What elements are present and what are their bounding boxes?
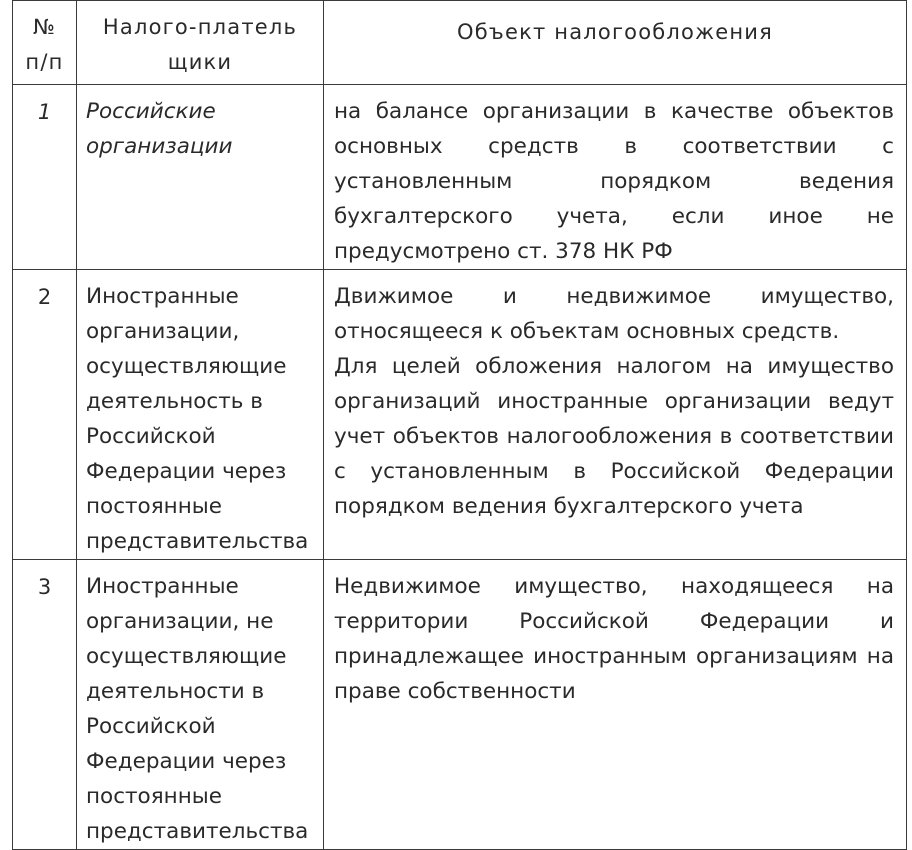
tax-objects-table xyxy=(12,0,907,850)
table-row xyxy=(13,560,907,850)
row-object xyxy=(324,270,907,560)
row-object xyxy=(324,85,907,270)
object-paragraph: Для целей обложения налогом на имущество организаций иностранные организации ведут учет объектов налогообложения в соответствии с установленным в Российской Федерации порядком ведения бухгалтерского учета xyxy=(334,354,894,519)
row-num: 1 xyxy=(13,85,77,270)
object-paragraph: Недвижимое имущество, находящееся на территории Российской Федерации и принадлежащее иностранным организациям на праве собственности xyxy=(334,574,894,704)
header-object xyxy=(324,1,907,85)
row-num: 3 xyxy=(13,560,77,850)
header-num-label: № п/п xyxy=(25,14,64,74)
object-paragraph: Движимое и недвижимое имущество, относящееся к объектам основных средств. xyxy=(334,284,894,344)
row-payer: Российские организации xyxy=(77,85,324,270)
header-num xyxy=(13,1,77,85)
header-object-label: Объект налогообложения xyxy=(457,20,773,44)
row-num: 2 xyxy=(13,270,77,560)
row-payer: Иностранные организации, осуществляющие деятельность в Российской Федерации через постоянные представительства xyxy=(77,270,324,560)
table-row xyxy=(13,85,907,270)
header-payer-label: Налого-плательщики xyxy=(102,14,298,74)
object-paragraph: на балансе организации в качестве объектов основных средств в соответствии с установленным порядком ведения бухгалтерского учета, если иное не предусмотрено ст. 378 НК РФ xyxy=(334,99,894,264)
row-object xyxy=(324,560,907,850)
row-payer: Иностранные организации, не осуществляющие деятельности в Российской Федерации через постоянные представительства xyxy=(77,560,324,850)
table-row xyxy=(13,270,907,560)
header-payer xyxy=(77,1,324,85)
table-header-row xyxy=(13,1,907,85)
